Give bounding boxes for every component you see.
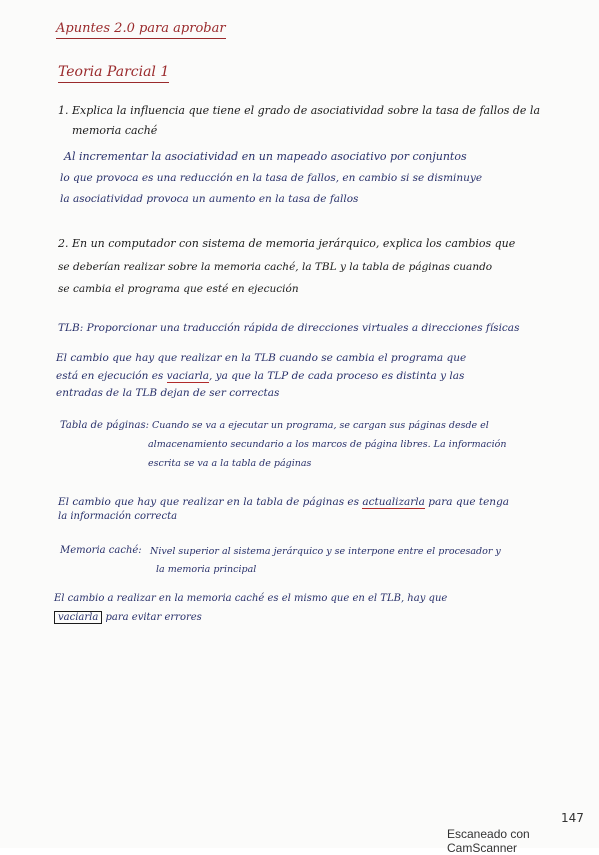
- cache-def-line-2: la memoria principal: [156, 564, 257, 575]
- question-2-line-1: 2. En un computador con sistema de memoria jerárquico, explica los cambios que: [58, 237, 516, 250]
- question-1-line-1: 1. Explica la influencia que tiene el grado de asociatividad sobre la tasa de fallos de la: [58, 104, 541, 117]
- tlb-change-line-3: entradas de la TLB dejan de ser correctas: [56, 387, 280, 399]
- tlb-change-line-1: El cambio que hay que realizar en la TLB cuando se cambia el programa que: [56, 352, 467, 364]
- section-heading: Teoria Parcial 1: [58, 64, 169, 83]
- cache-label: Memoria caché:: [60, 545, 142, 556]
- scanner-watermark: Escaneado con CamScanner: [447, 827, 530, 855]
- page-number: 147: [561, 811, 584, 825]
- page-table-change-line-1: [58, 496, 509, 508]
- page-table-key-action: actualizarla: [362, 496, 425, 508]
- answer-1-line-3: la asociatividad provoca un aumento en la tasa de fallos: [60, 193, 359, 205]
- page-table-def-line-1: Cuando se va a ejecutar un programa, se cargan sus páginas desde el: [152, 420, 489, 431]
- cache-change-line-1: El cambio a realizar en la memoria caché es el mismo que en el TLB, hay que: [54, 593, 448, 604]
- page-table-change-line-2: la información correcta: [58, 511, 178, 522]
- tlb-change-line-2: [56, 370, 464, 382]
- page-table-change-start: El cambio que hay que realizar en la tabla de páginas es: [58, 496, 363, 508]
- page-table-def-line-3: escrita se va a la tabla de páginas: [148, 458, 312, 469]
- tlb-change-line-2-start: está en ejecución es: [56, 370, 167, 382]
- cache-key-action: vaciarla: [54, 611, 102, 624]
- answer-1-line-2: lo que provoca es una reducción en la tasa de fallos, en cambio si se disminuye: [60, 172, 483, 184]
- cache-change-end: para evitar errores: [102, 612, 202, 623]
- question-1-line-2: memoria caché: [72, 124, 158, 137]
- notes-title: Apuntes 2.0 para aprobar: [56, 21, 226, 39]
- cache-def-line-1: Nivel superior al sistema jerárquico y se interpone entre el procesador y: [150, 546, 501, 557]
- tlb-change-line-2-end: , ya que la TLP de cada proceso es distinta y las: [209, 370, 465, 382]
- page-table-def-line-2: almacenamiento secundario a los marcos de página libres. La información: [148, 439, 507, 450]
- question-2-line-2: se deberían realizar sobre la memoria caché, la TBL y la tabla de páginas cuando: [58, 261, 493, 273]
- tlb-definition: TLB: Proporcionar una traducción rápida de direcciones virtuales a direcciones físicas: [58, 322, 520, 334]
- page-table-change-end: para que tenga: [424, 496, 510, 508]
- cache-change-line-2: [54, 612, 202, 623]
- page-table-label: Tabla de páginas:: [60, 420, 149, 431]
- tlb-key-action: vaciarla: [166, 370, 209, 382]
- answer-1-line-1: Al incrementar la asociatividad en un mapeado asociativo por conjuntos: [64, 150, 467, 163]
- question-2-line-3: se cambia el programa que esté en ejecución: [58, 283, 299, 295]
